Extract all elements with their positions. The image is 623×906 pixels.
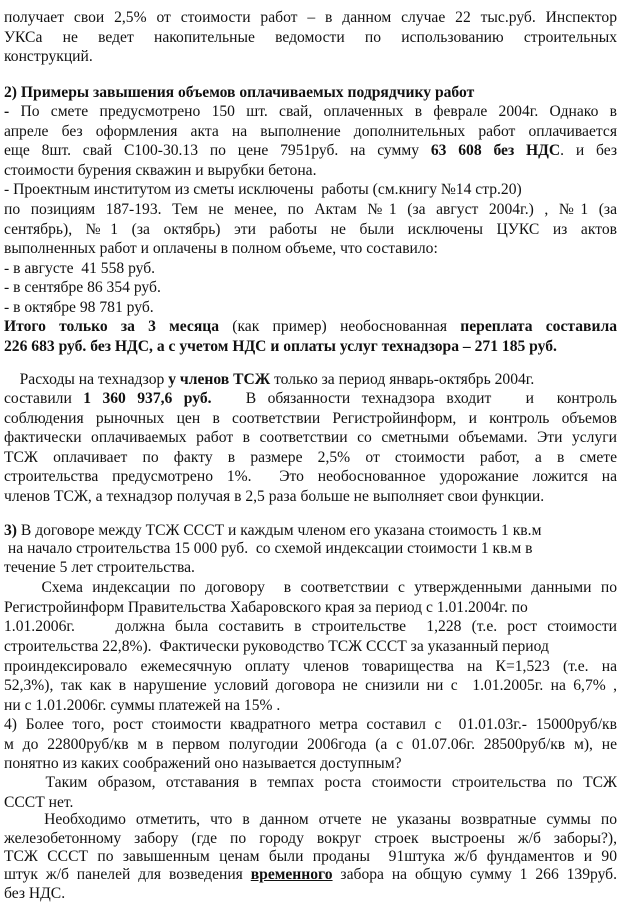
text-run: - в августе 41 558 руб. [4, 260, 156, 277]
text-line [4, 298, 617, 318]
text-line [4, 558, 617, 578]
text-line [4, 83, 617, 103]
text-run: - в сентябре 86 354 руб. [4, 279, 161, 296]
text-line [4, 847, 617, 867]
text-line [4, 829, 617, 849]
bold-text: временного [250, 866, 333, 883]
text-run: только за период январь-октябрь 2004г. [270, 371, 535, 388]
text-run: получает свои 2,5% от стоимости работ – в данном случае 22 тыс.руб. Инспектор [4, 9, 617, 26]
text-line [4, 317, 617, 337]
text-run: 4) Более того, рост стоимости квадратного метра составил с 01.01.03г.- 15000руб/кв [4, 716, 617, 733]
text-line [4, 617, 617, 637]
text-run: без НДС. [4, 885, 66, 902]
text-line [4, 8, 617, 28]
text-run: соблюдения рыночных цен в соответствии Регистройинформ, и контроль объемов [4, 410, 617, 427]
text-run: выполненных работ и оплачены в полном объеме, что составило: [4, 240, 438, 257]
text-line [4, 773, 617, 793]
text-line [4, 409, 617, 429]
text-line [4, 637, 617, 657]
text-line [4, 810, 617, 830]
text-run: фактически оплачиваемых работ в соответствии со сметными объемами. Эти услуги [4, 429, 617, 446]
text-line [4, 259, 617, 279]
text-run: - Проектным институтом из сметы исключены работы (см.книгу №14 стр.20) [4, 181, 522, 198]
text-line [4, 220, 617, 240]
text-line [4, 47, 617, 67]
text-run: штук ж/б панелей для возведения [4, 866, 251, 883]
text-run: УКСа не ведет накопительные ведомости по использованию строительных [4, 29, 617, 46]
bold-text: 63 608 без НДС [430, 142, 561, 159]
text-line [4, 657, 617, 677]
text-line [4, 337, 617, 357]
text-run: строительства предусмотрено 1%. Это необоснованное удорожание ложится на [4, 468, 617, 485]
bold-text: 1 360 937,6 руб. [83, 390, 212, 407]
text-line [4, 161, 617, 181]
text-line [4, 539, 617, 559]
text-line [4, 578, 617, 598]
text-line [4, 735, 617, 755]
text-run: В договоре между ТСЖ СССТ и каждым членом его указана стоимость 1 кв.м [17, 522, 542, 539]
text-line [4, 141, 617, 161]
text-line [4, 754, 617, 774]
text-line [4, 102, 617, 122]
text-run: ТСЖ оплачивает по факту в размере 2,5% от стоимости работ, а в смете [4, 449, 617, 466]
text-run: По смете предусмотрено 150 шт. свай, оплаченных в феврале 2004г. Однако в [20, 103, 617, 120]
text-run: - в октябре 98 781 руб. [4, 299, 154, 316]
text-line [4, 676, 617, 696]
text-line [4, 122, 617, 142]
text-line [4, 239, 617, 259]
text-run: на начало строительства 15 000 руб. со схемой индексации стоимости 1 кв.м в [4, 540, 533, 557]
text-run: еще 8шт. свай С100-30.13 по цене 7951руб. на сумму [4, 142, 431, 159]
text-line [4, 696, 617, 716]
text-line [4, 884, 617, 904]
text-run: м до 22800руб/кв м в первом полугодии 2006года (а с 01.07.06г. 28500руб/кв м), не [4, 736, 617, 753]
text-run: понятно из каких соображений оно называется доступным? [4, 755, 402, 772]
text-run: стоимости бурения скважин и вырубки бетона. [4, 162, 317, 179]
text-line [4, 598, 617, 618]
text-run: Схема индексации по договору в соответствии с утвержденными данными по [4, 579, 617, 596]
text-line [4, 370, 617, 390]
text-line [4, 278, 617, 298]
bold-text: 2) Примеры завышения объемов оплачиваемых подрядчику работ [4, 84, 475, 101]
bold-text: Итого только за 3 месяца [4, 318, 220, 335]
text-run: членов ТСЖ, а технадзор получая в 2,5 раза больше не выполняет свои функции. [4, 488, 545, 505]
text-run: СССТ нет. [4, 794, 74, 811]
bold-text: у членов ТСЖ [168, 371, 271, 388]
text-line [4, 467, 617, 487]
text-run: проиндексировало ежемесячную оплату членов товарищества на К=1,523 (т.е. на [4, 658, 617, 675]
bold-text: 3) [4, 522, 17, 539]
text-run: апреле без оформления акта на выполнение дополнительных работ оплачивается [4, 123, 617, 140]
text-line [4, 865, 617, 885]
text-line [4, 521, 617, 541]
text-run: (как пример) необоснованная [219, 318, 461, 335]
text-run: . и без [560, 142, 617, 159]
text-run: железобетонному забору (где по городу вокруг строек выстроены ж/б заборы?), [4, 830, 617, 847]
text-run: конструкций. [4, 48, 93, 65]
text-run: 1.01.2006г. должна была составить в строительстве 1,228 (т.е. рост стоимости [4, 618, 617, 635]
text-run: ТСЖ СССТ по завышенным ценам были проданы 91штука ж/б фундаментов и 90 [4, 848, 617, 865]
text-run: Регистройинформ Правительства Хабаровского края за период с 1.01.2004г. по [4, 599, 528, 616]
text-run: забора на общую сумму 1 266 139руб. [332, 866, 618, 883]
text-line [4, 200, 617, 220]
text-line [4, 448, 617, 468]
text-run: по позициям 187-193. Тем не менее, по Актам №1 (за август 2004г.) , №1 (за [4, 201, 617, 218]
text-line [4, 487, 617, 507]
text-run: В обязанности технадзора входит и контроль [211, 390, 618, 407]
bold-text: - [4, 103, 21, 120]
text-run: течение 5 лет строительства. [4, 559, 195, 576]
text-run: строительства 22,8%). Фактически руководство ТСЖ СССТ за указанный период [4, 638, 549, 655]
text-line [4, 428, 617, 448]
text-run: сентябрь), №1 (за октябрь) эти работы не были исключены ЦУКС из актов [4, 221, 617, 238]
text-run: 52,3%), так как в нарушение условий договора не снизили ни с 1.01.2005г. на 6,7% , [4, 677, 617, 694]
text-run: Расходы на технадзор [4, 371, 169, 388]
text-run: Таким образом, отставания в темпах роста стоимости строительства по ТСЖ [4, 774, 617, 791]
bold-text: переплата составила [460, 318, 617, 335]
bold-text: 226 683 руб. без НДС, а с учетом НДС и оплаты услуг технадзора – 271 185 руб. [4, 338, 557, 355]
text-line [4, 389, 617, 409]
text-run: ни с 1.01.2006г. суммы платежей на 15% . [4, 697, 281, 714]
text-line [4, 28, 617, 48]
text-run: составили [4, 390, 84, 407]
text-line [4, 715, 617, 735]
text-run: Необходимо отметить, что в данном отчете не указаны возвратные суммы по [4, 811, 617, 828]
text-line [4, 180, 617, 200]
